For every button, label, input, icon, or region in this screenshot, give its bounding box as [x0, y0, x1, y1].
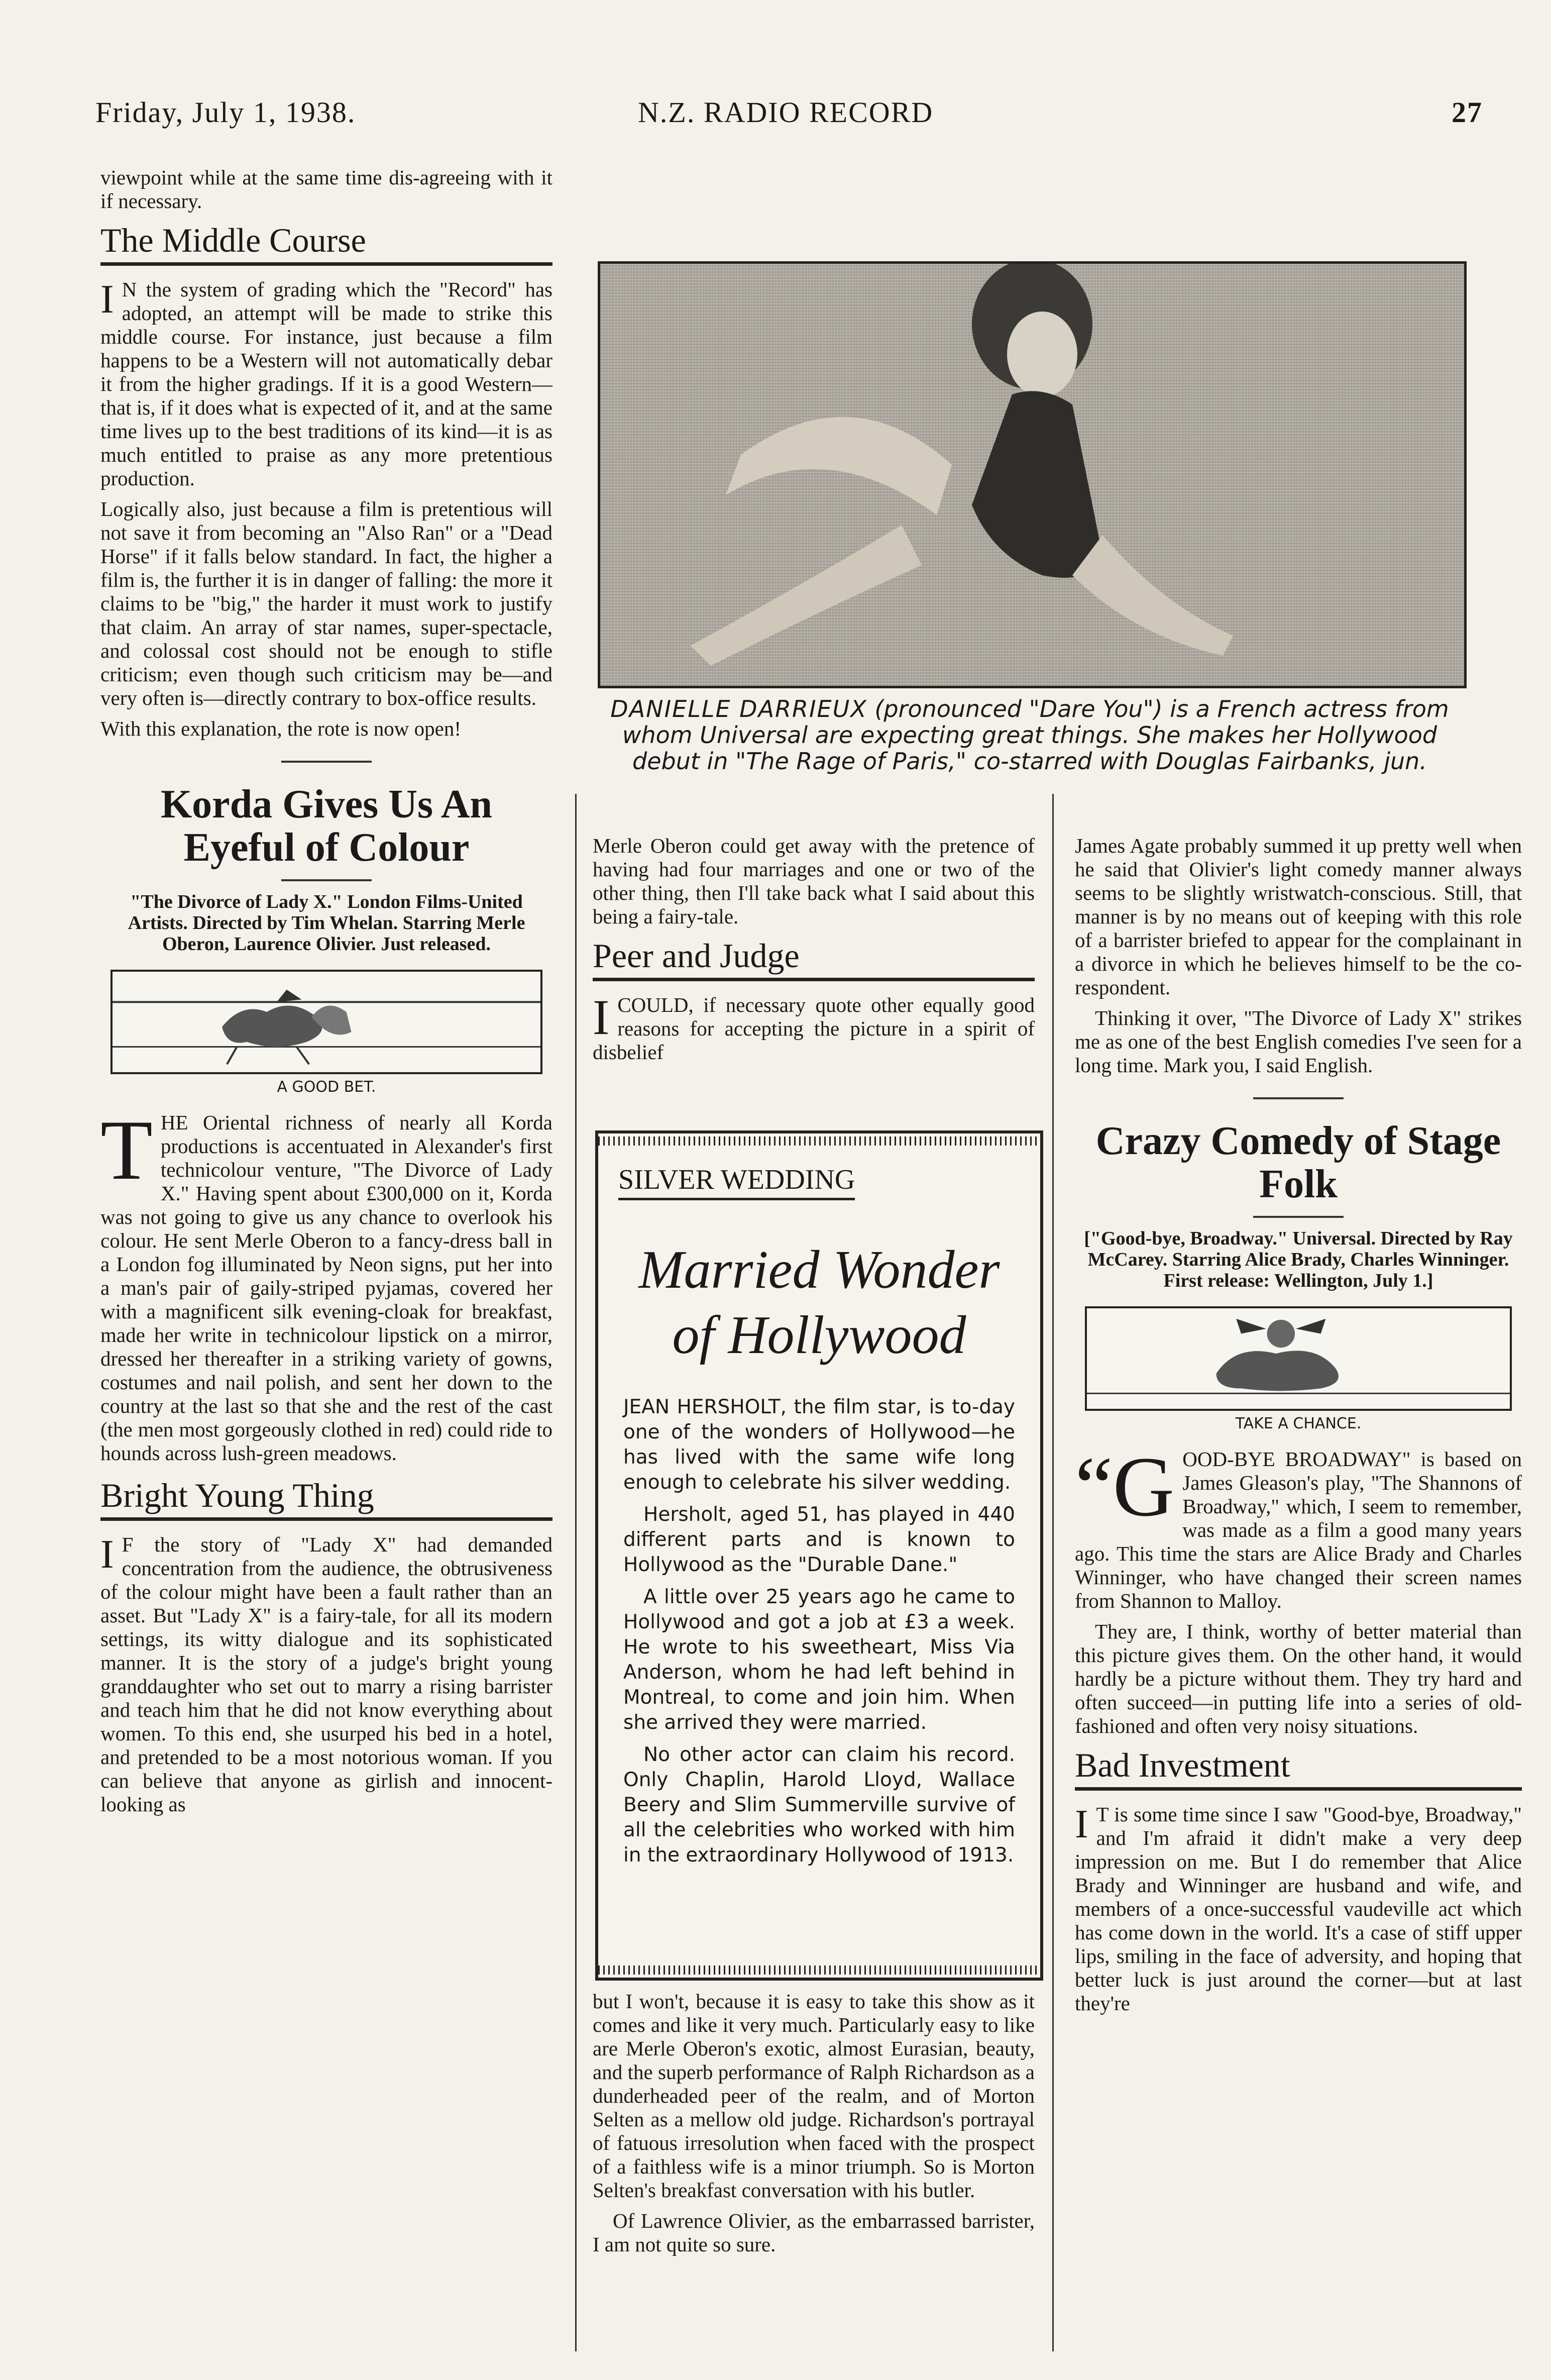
horse-rider-cartoon — [1085, 1306, 1512, 1411]
dropcap: I — [100, 1532, 114, 1577]
box-border-bottom — [598, 1965, 1040, 1975]
bright-p1: I F the story of "Lady X" had demanded concentration from the audience, the obtrusiveness of the colour might have been a fault rather than an asset. But "Lady X" is a fairy-tale, for all its modern settings, its witty dialogue and its sophisticated manner. It is the story of a judge's bright young granddaughter who set out to marry a rising barrister and teach him that he did not know everything about women. To this end, she usurped his bed in a hotel, and pretended to be a most notorious woman. If you can believe that anyone as girlish and innocent-looking as — [100, 1532, 552, 1816]
box-body — [623, 1395, 1015, 1875]
box-p1: JEAN HERSHOLT, the film star, is to-day one of the wonders of Hollywood—he has lived with the same wife long enough to celebrate his silver wedding. — [623, 1396, 1015, 1494]
crazy-p2: They are, I think, worthy of better material than this picture gives them. On the other hand, it would hardly be a picture without them. They try hard and often succeed—in putting life into a series of old-fashioned and often very noisy situations. — [1075, 1620, 1522, 1737]
divider — [281, 879, 372, 881]
divider — [1253, 1216, 1344, 1218]
intro-text: viewpoint while at the same time dis-agreeing with it if necessary. — [100, 166, 552, 213]
crazy-heading: Crazy Comedy of Stage Folk — [1095, 1119, 1501, 1206]
woman-on-beach-image — [600, 264, 1464, 686]
photo-caption — [603, 696, 1457, 774]
col3-p2: Thinking it over, "The Divorce of Lady X" strikes me as one of the best English comedies I've seen for a long time. Mark you, I said English. — [1075, 1006, 1522, 1077]
box-label: SILVER WEDDING — [618, 1164, 855, 1200]
col2-p3: Of Lawrence Olivier, as the embarrassed barrister, I am not quite so sure. — [593, 2209, 1035, 2256]
header-publication: N.Z. RADIO RECORD — [638, 96, 934, 129]
horse-race-illustration — [113, 972, 540, 1072]
middle-course-p3: With this explanation, the rote is now open! — [100, 717, 461, 740]
header-page-number: 27 — [1452, 96, 1483, 129]
korda-heading: Korda Gives Us An Eyeful of Colour — [160, 782, 493, 870]
box-p3: A little over 25 years ago he came to Hollywood and got a job at £3 a week. He wrote to his sweetheart, Miss Via Anderson, whom he had left behind in Montreal, to come and join him. When she arrived they were married. — [623, 1586, 1015, 1734]
middle-course-p1: I N the system of grading which the "Record" has adopted, an attempt will be made to strike this middle course. For instance, just because a film happens to be a Western will not automatically debar it from the higher gradings. If it is a good Western—that is, if it does what is expected of it, and at the same time lives up to the best traditions of its kind—it is as much entitled to praise as any more pretentious production. — [100, 277, 552, 490]
rider-illustration — [1087, 1308, 1510, 1409]
box-title-line2: of Hollywood — [672, 1305, 966, 1365]
silver-wedding-box — [595, 1130, 1043, 1981]
horse-race-cartoon — [110, 970, 542, 1074]
dropcap: I — [593, 989, 610, 1045]
header-date: Friday, July 1, 1938. — [95, 96, 356, 129]
cartoon-caption: TAKE A CHANCE. — [1235, 1415, 1362, 1432]
box-border-top — [598, 1136, 1040, 1146]
divider — [281, 761, 372, 763]
bright-heading: Bright Young Thing — [100, 1475, 552, 1521]
column-2 — [593, 834, 1035, 1071]
crazy-p1: “GOOD-BYE BROADWAY" is based on James Gleason's play, "The Shannons of Broadway," which, I seem to remember, was made as a film a good many years ago. This time the stars are Alice Brady and Charles Winninger, who have changed their screen names from Shannon to Malloy. — [1075, 1439, 1522, 1612]
column-3 — [1075, 834, 1522, 2022]
bad-p1: I T is some time since I saw "Good-bye, Broadway," and I'm afraid it didn't make a very deep impression on me. But I do remember that Alice Brady and Winninger are husband and wife, and members of a once-successful vaudeville act which has come down in the world. It's a case of stiff upper lips, smiling in the face of adversity, and hoping that better luck is just around the corner—but at last they're — [1075, 1802, 1522, 2015]
column-1 — [100, 166, 552, 1823]
middle-course-p2: Logically also, just because a film is pretentious will not save it from becoming an "Also Ran" or a "Dead Horse" if it falls below standard. In fact, the higher a film is, the further it is in danger of falling: the more it claims to be "big," the harder it must work to justify that claim. An array of star names, super-spectacle, and colossal cost should not be enough to stifle criticism; even though such criticism may be—and very often is—directly contrary to box-office results. — [100, 497, 552, 709]
divider — [1253, 1097, 1344, 1099]
dropcap: I — [1075, 1802, 1088, 1846]
korda-p1: THE Oriental richness of nearly all Korda productions is accentuated in Alexander's first technicolour venture, "The Divorce of Lady X." Having spent about £300,000 on it, Korda was not going to give us any chance to overlook his colour. He sent Merle Oberon to a fancy-dress ball in a London fog illuminated by Neon signs, put her into a man's pair of gaily-striped pyjamas, covered her with a magnificent silk evening-cloak for breakfast, made her write in technicolour lipstick on a mirror, dressed her thereafter in a striking variety of gowns, costumes and nail polish, and sent her down to the country at the last so that she and the rest of the cast (the men most gorgeously clothed in red) could ride to hounds across lush-green meadows. — [100, 1103, 552, 1465]
peer-heading: Peer and Judge — [593, 936, 1035, 981]
box-p2: Hersholt, aged 51, has played in 440 different parts and is known to Hollywood as the "Durable Dane." — [623, 1503, 1015, 1576]
col3-p1: James Agate probably summed it up pretty well when he said that Olivier's light comedy manner always seems to be slightly wristwatch-conscious. Still, that manner is by no means out of keeping with this role of a barrister briefed to appear for the complainant in a divorce in which he believes himself to be the co-respondent. — [1075, 834, 1522, 999]
peer-p1: ICOULD, if necessary quote other equally good reasons for accepting the picture in a spirit of disbelief — [593, 989, 1035, 1064]
caption-name: DANIELLE DARRIEUX — [610, 695, 867, 722]
box-title-line1: Married Wonder — [638, 1240, 1000, 1300]
korda-credits: "The Divorce of Lady X." London Films-United Artists. Directed by Tim Whelan. Starring Merle Oberon, Laurence Olivier. Just released. — [128, 891, 525, 955]
dropcap: T — [100, 1103, 153, 1197]
bad-heading: Bad Investment — [1075, 1745, 1522, 1791]
portrait-photo — [598, 261, 1467, 688]
middle-course-heading: The Middle Course — [100, 220, 552, 266]
caption-text: (pronounced "Dare You") is a French actress from whom Universal are expecting great things. She makes her Hollywood debut in "The Rage of Paris," co-starred with Douglas Fairbanks, jun. — [622, 695, 1449, 775]
dropcap: I — [100, 277, 114, 322]
col2-p1: Merle Oberon could get away with the pretence of having had four marriages and one or two of the other thing, then I'll take back what I said about this being a fairy-tale. — [593, 834, 1035, 928]
crazy-credits: ["Good-bye, Broadway." Universal. Directed by Ray McCarey. Starring Alice Brady, Charles Winninger. First release: Wellington, July 1.] — [1084, 1228, 1513, 1291]
cartoon-caption: A GOOD BET. — [277, 1078, 376, 1096]
column-2-continued — [593, 1990, 1035, 2263]
col2-p2: but I won't, because it is easy to take this show as it comes and like it very much. Particularly easy to like are Merle Oberon's exotic, almost Eurasian, beauty, and the superb performance of Ralph Richardson as a dunderheaded peer of the realm, and of Morton Selten as a mellow old judge. Richardson's portrayal of fatuous irresolution when faced with the prospect of a faithless wife is a minor triumph. So is Morton Selten's breakfast conversation with his butler. — [593, 1990, 1035, 2202]
column-divider — [1052, 794, 1054, 2351]
dropcap: “G — [1075, 1439, 1175, 1534]
box-p4: No other actor can claim his record. Only Chaplin, Harold Lloyd, Wallace Beery and Slim Summerville survive of all the celebrities who worked with him in the extraordinary Hollywood of 1913. — [623, 1743, 1015, 1867]
column-divider — [575, 794, 577, 2351]
